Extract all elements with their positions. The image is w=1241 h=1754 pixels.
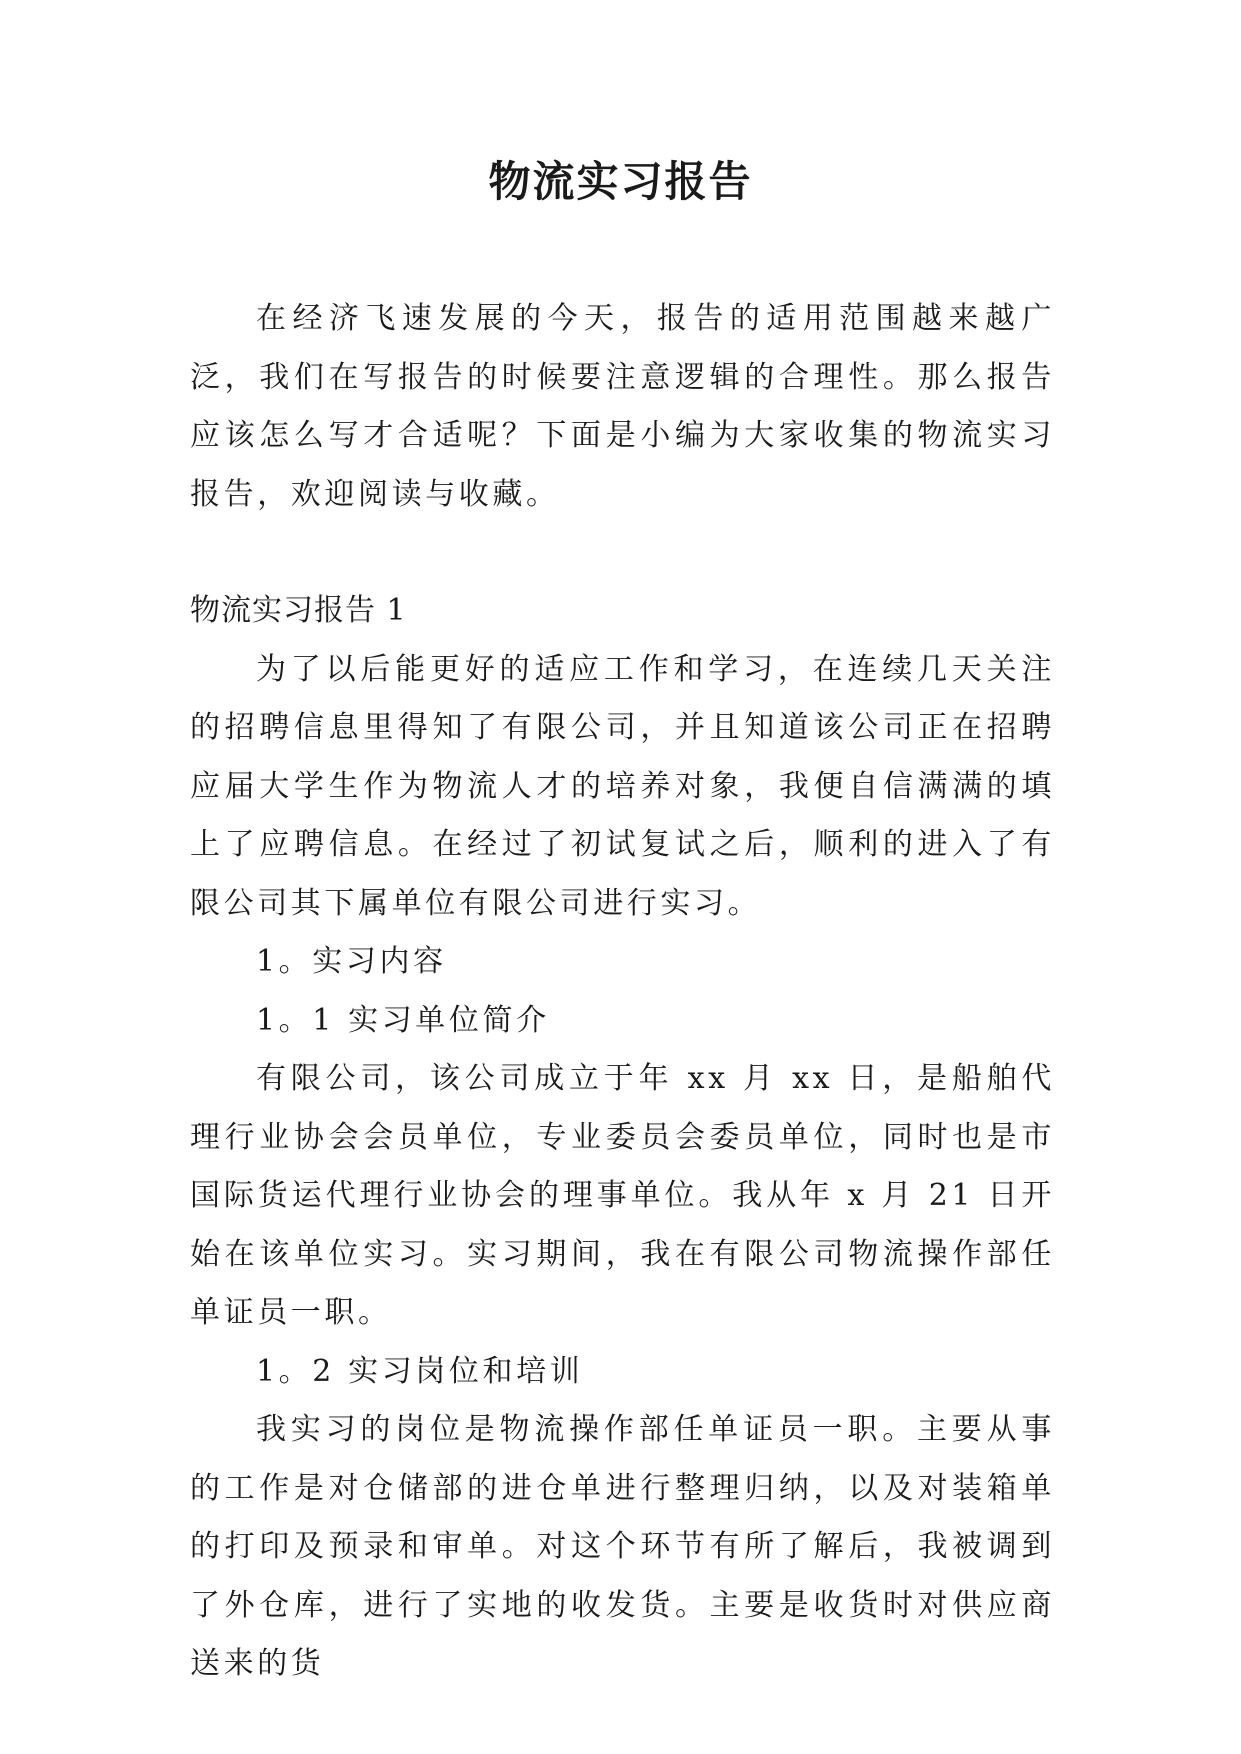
body-paragraph: 有限公司，该公司成立于年 xx 月 xx 日，是船舶代理行业协会会员单位，专业委员会委员单位，同时也是市国际货运代理行业协会的理事单位。我从年 x 月 21 日开始在该单位实习。实习期间，我在有限公司物流操作部任单证员一职。	[190, 1061, 1055, 1330]
intro-paragraph: 在经济飞速发展的今天，报告的适用范围越来越广泛，我们在写报告的时候要注意逻辑的合理性。那么报告应该怎么写才合适呢？下面是小编为大家收集的物流实习报告，欢迎阅读与收藏。	[190, 301, 1055, 512]
paragraph-spacer	[190, 524, 1055, 582]
subsection-heading: 1。2 实习岗位和培训	[256, 1353, 584, 1389]
subsection-heading: 1。1 实习单位简介	[256, 1002, 550, 1038]
document-title: 物流实习报告	[488, 157, 753, 206]
body-paragraph: 我实习的岗位是物流操作部任单证员一职。主要从事的工作是对仓储部的进仓单进行整理归纳，以及对装箱单的打印及预录和审单。对这个环节有所了解后，我被调到了外仓库，进行了实地的收发货。主要是收货时对供应商送来的货	[190, 1412, 1055, 1681]
body-paragraph: 为了以后能更好的适应工作和学习，在连续几天关注的招聘信息里得知了有限公司，并且知道该公司正在招聘应届大学生作为物流人才的培养对象，我便自信满满的填上了应聘信息。在经过了初试复试之后，顺利的进入了有限公司其下属单位有限公司进行实习。	[190, 651, 1055, 921]
subsection-heading: 1。实习内容	[256, 944, 447, 979]
section-heading: 物流实习报告 1	[190, 593, 407, 628]
document-body	[190, 290, 1055, 1694]
